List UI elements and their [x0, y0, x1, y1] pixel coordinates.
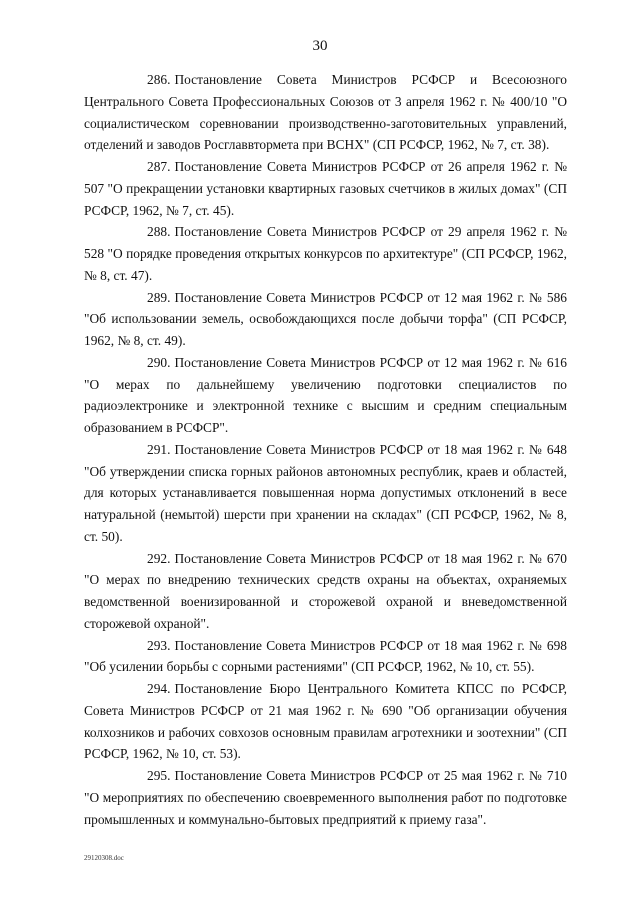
item-text: Постановление Совета Министров РСФСР от 12 мая 1962 г. № 616 "О мерах по дальнейшему увеличению подготовки специалистов по радиоэлектронике и электронной технике с высшим и средним специальным образованием в РСФСР". — [84, 354, 567, 435]
item-number: 291. — [147, 441, 171, 457]
item-number: 287. — [147, 159, 171, 174]
item-number: 290. — [147, 354, 171, 370]
document-body — [84, 69, 567, 830]
list-item — [84, 69, 567, 156]
item-text: Постановление Совета Министров РСФСР от 18 мая 1962 г. № 648 "Об утверждении списка горных районов автономных республик, краев и областей, для которых устанавливается повышенная норма допустимых отклонений в весе натуральной (немытой) шерсти при хранении на складах" (СП РСФСР, 1962, № 8, ст. 50). — [84, 441, 567, 544]
page-number: 30 — [312, 38, 328, 54]
list-item — [84, 156, 567, 221]
list-item — [84, 678, 567, 765]
item-text: Постановление Совета Министров РСФСР и Всесоюзного Центрального Совета Профессиональных Союзов от 3 апреля 1962 г. № 400/10 "О социалистическом соревновании производственно-заготовительных управлений, отделений и заводов Росглаввтормета при ВСНХ" (СП РСФСР, 1962, № 7, ст. 38). — [84, 72, 567, 153]
item-number: 292. — [147, 550, 171, 566]
item-number: 289. — [147, 289, 171, 305]
footer-filename: 29120308.doc — [84, 854, 124, 862]
item-text: Постановление Совета Министров РСФСР от 26 апреля 1962 г. № 507 "О прекращении установки квартирных газовых счетчиков в жилых домах" (СП РСФСР, 1962, № 7, ст. 45). — [84, 159, 567, 218]
list-item — [84, 221, 567, 286]
list-item — [84, 287, 567, 352]
list-item — [84, 635, 567, 679]
item-number: 293. — [147, 637, 171, 653]
item-text: Постановление Совета Министров РСФСР от 29 апреля 1962 г. № 528 "О порядке проведения открытых конкурсов по архитектуре" (СП РСФСР, 1962, № 8, ст. 47). — [84, 224, 567, 283]
item-number: 295. — [147, 768, 171, 783]
item-number: 294. — [147, 681, 171, 696]
list-item — [84, 352, 567, 439]
list-item — [84, 548, 567, 635]
item-text: Постановление Совета Министров РСФСР от 25 мая 1962 г. № 710 "О мероприятиях по обеспечению своевременного выполнения работ по подготовке промышленных и коммунально-бытовых предприятий к приему газа". — [84, 768, 567, 827]
item-number: 286. — [147, 72, 171, 87]
list-item — [84, 765, 567, 830]
item-text: Постановление Совета Министров РСФСР от 18 мая 1962 г. № 698 "Об усилении борьбы с сорными растениями" (СП РСФСР, 1962, № 10, ст. 55). — [84, 637, 567, 675]
item-text: Постановление Совета Министров РСФСР от 18 мая 1962 г. № 670 "О мерах по внедрению технических средств охраны на объектах, охраняемых ведомственной военизированной и сторожевой охраной и вневедомственной сторожевой охраной". — [84, 550, 567, 631]
list-item — [84, 439, 567, 548]
item-text: Постановление Бюро Центрального Комитета КПСС по РСФСР, Совета Министров РСФСР от 21 мая 1962 г. № 690 "Об организации обучения колхозников и рабочих совхозов основным правилам агротехники и зоотехнии" (СП РСФСР, 1962, № 10, ст. 53). — [84, 681, 567, 762]
item-number: 288. — [147, 224, 171, 240]
item-text: Постановление Совета Министров РСФСР от 12 мая 1962 г. № 586 "Об использовании земель, освобождающихся после добычи торфа" (СП РСФСР, 1962, № 8, ст. 49). — [84, 289, 567, 348]
